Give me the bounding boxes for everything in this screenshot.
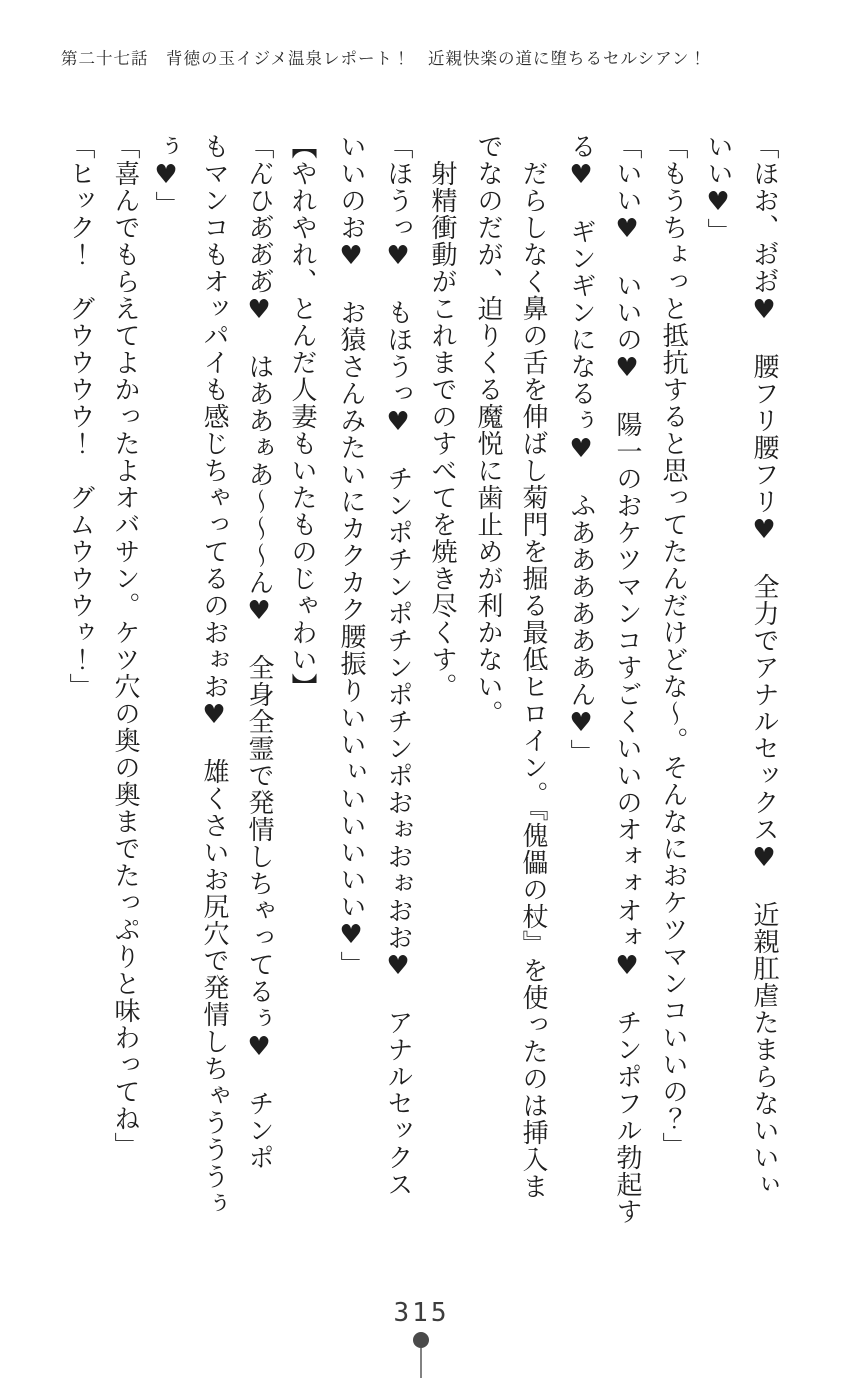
text-column-1: 「ほお、お゙お゙♥ 腰フリ腰フリ♥ 全力でアナルセックス♥ 近親肛虐たまらないいぃ — [749, 133, 779, 1198]
text-column-6: だらしなく鼻の舌を伸ばし菊門を掘る最低ヒロイン。『傀儡の杖』を使ったのは挿入ま — [518, 133, 548, 1200]
text-column-15: 「喜んでもらえてよかったよオバサン。ケツ穴の奥の奥までたっぷりと味わってね」 — [110, 133, 140, 1159]
text-column-13: もマンコもオッパイも感じちゃってるのおぉお♥ 雄くさいお尻穴で発情しちゃうううぅ — [199, 133, 229, 1217]
text-column-14: ぅ♥」 — [151, 133, 181, 218]
text-column-3: 「もうちょっと抵抗すると思ってたんだけどな〜。そんなにおケツマンコいいの？」 — [658, 133, 688, 1159]
text-column-7: でなのだが、迫りくる魔悦に歯止めが利かない。 — [473, 133, 503, 727]
text-column-9: 「ほうっ♥ もほうっ♥ チンポチンポチンポチンポおぉおぉおお♥ アナルセックス — [383, 133, 413, 1198]
text-column-10: いいのお♥ お猿さんみたいにカクカク腰振りいいぃいいいいい♥」 — [336, 133, 366, 978]
footer-dot-marker — [413, 1332, 429, 1348]
text-column-8: 射精衝動がこれまでのすべてを焼き尽くす。 — [427, 133, 457, 700]
page-number: 315 — [393, 1298, 450, 1328]
footer-line-marker — [420, 1348, 422, 1378]
text-column-11: 【やれやれ、とんだ人妻もいたものじゃわい】 — [287, 133, 317, 700]
text-column-12: 「ん゙ひあ゙あ゙あ゙♥ はああぁあ〜〜〜ん♥ 全身全霊で発情しちゃってるぅ♥ チンポ — [244, 133, 274, 1171]
text-column-2: いい♥」 — [703, 133, 733, 245]
text-column-16: 「ヒック！ グウウウウ！ グムウウウゥ！」 — [65, 133, 95, 700]
chapter-header: 第二十七話 背徳の玉イジメ温泉レポート！ 近親快楽の道に堕ちるセルシアン！ — [61, 49, 707, 68]
text-column-5: る♥ ギンギンになるぅ♥ ふああああああん♥」 — [566, 133, 596, 766]
text-column-4: 「いい♥ いいの♥ 陽一のおケツマンコすごくいいのオォォオォ♥ チンポフル勃起す — [612, 133, 642, 1225]
